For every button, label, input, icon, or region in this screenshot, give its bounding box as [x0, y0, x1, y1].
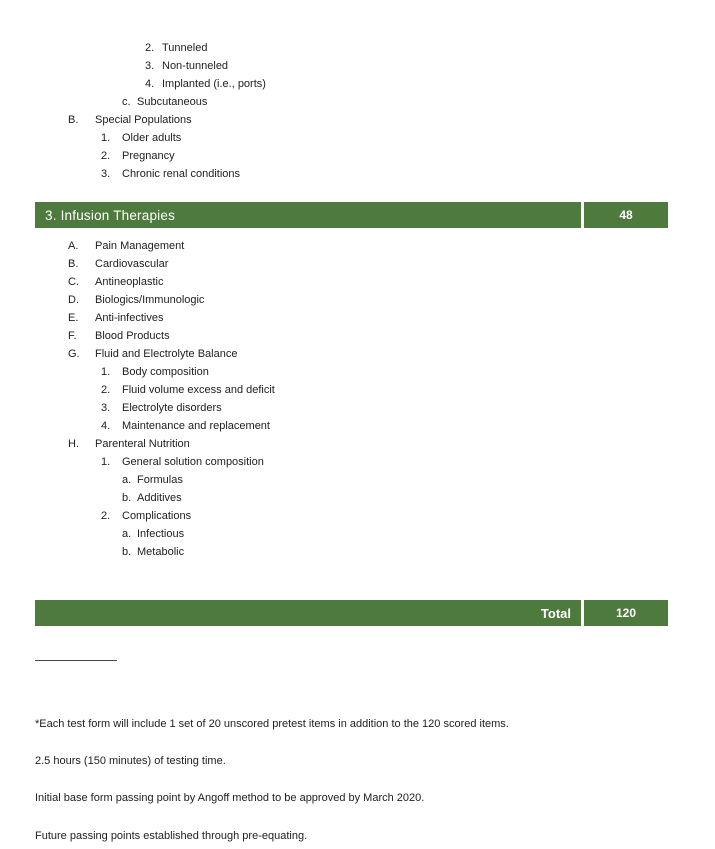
outline-item [0, 399, 715, 417]
item-marker: 2. [145, 42, 155, 54]
section-header-row [35, 202, 668, 228]
item-text: Anti-infectives [95, 312, 164, 324]
item-text: Subcutaneous [137, 96, 208, 108]
outline-item [0, 489, 715, 507]
item-text: General solution composition [122, 456, 264, 468]
outline-item [0, 363, 715, 381]
outline-item [0, 417, 715, 435]
outline-item [0, 75, 715, 93]
item-marker: a. [122, 528, 132, 540]
item-text: Infectious [137, 528, 185, 540]
item-text: Formulas [137, 474, 183, 486]
item-marker: 3. [145, 60, 155, 72]
item-marker: F. [68, 330, 77, 342]
total-label-bar [35, 600, 581, 626]
outline-item [0, 435, 715, 453]
item-text: Maintenance and replacement [122, 420, 270, 432]
outline-item [0, 471, 715, 489]
section-header-bar [35, 202, 581, 228]
outline-item [0, 165, 715, 183]
item-text: Special Populations [95, 114, 192, 126]
item-text: Older adults [122, 132, 182, 144]
item-marker: C. [68, 276, 79, 288]
outline-item [0, 309, 715, 327]
outline-item [0, 39, 715, 57]
item-marker: b. [122, 546, 132, 558]
total-label: Total [540, 605, 571, 621]
item-text: Chronic renal conditions [122, 168, 241, 180]
outline-item [0, 381, 715, 399]
outline-item [0, 327, 715, 345]
item-marker: B. [68, 114, 79, 126]
item-marker: 3. [101, 168, 111, 180]
item-text: Tunneled [162, 42, 208, 54]
item-text: Pregnancy [122, 150, 175, 162]
item-text: Pain Management [95, 240, 185, 252]
outline-item [0, 453, 715, 471]
item-text: Additives [137, 492, 182, 504]
outline-item [0, 273, 715, 291]
section-score-box [584, 202, 668, 228]
item-text: Body composition [122, 366, 209, 378]
item-text: Antineoplastic [95, 276, 164, 288]
total-value-box [584, 600, 668, 626]
item-marker: 2. [101, 510, 111, 522]
item-marker: 4. [101, 420, 111, 432]
item-text: Biologics/Immunologic [95, 294, 205, 306]
item-marker: 1. [101, 456, 111, 468]
item-marker: c. [122, 96, 131, 108]
item-text: Electrolyte disorders [122, 402, 222, 414]
item-marker: 4. [145, 78, 155, 90]
footnote-testing-time: 2.5 hours (150 minutes) of testing time. [35, 755, 226, 767]
section-title: 3. Infusion Therapies [45, 207, 176, 223]
item-text: Fluid volume excess and deficit [122, 384, 275, 396]
outline-item [0, 345, 715, 363]
item-text: Parenteral Nutrition [95, 438, 190, 450]
footnote-separator [35, 660, 117, 661]
item-marker: 1. [101, 366, 111, 378]
section-score: 48 [619, 208, 633, 222]
footnote-pre-equating: Future passing points established through pre-equating. [35, 830, 308, 842]
item-text: Cardiovascular [95, 258, 169, 270]
outline-item [0, 525, 715, 543]
total-value: 120 [615, 606, 637, 620]
item-marker: A. [68, 240, 79, 252]
item-text: Implanted (i.e., ports) [162, 78, 266, 90]
item-marker: B. [68, 258, 79, 270]
item-marker: 3. [101, 402, 111, 414]
outline-item [0, 507, 715, 525]
outline-item [0, 237, 715, 255]
item-text: Blood Products [95, 330, 170, 342]
section-outline [0, 237, 715, 561]
item-text: Metabolic [137, 546, 185, 558]
item-marker: 1. [101, 132, 111, 144]
footnote-pretest-items: *Each test form will include 1 set of 20 unscored pretest items in addition to the 120 scored items. [35, 718, 509, 730]
footnote-passing-point: Initial base form passing point by Angoff method to be approved by March 2020. [35, 792, 425, 804]
item-marker: 2. [101, 384, 111, 396]
item-marker: b. [122, 492, 132, 504]
total-row [35, 600, 668, 626]
item-text: Fluid and Electrolyte Balance [95, 348, 238, 360]
item-text: Complications [122, 510, 192, 522]
outline-item [0, 129, 715, 147]
item-marker: a. [122, 474, 132, 486]
outline-item [0, 111, 715, 129]
outline-item [0, 93, 715, 111]
item-marker: E. [68, 312, 79, 324]
item-marker: H. [68, 438, 79, 450]
item-marker: G. [68, 348, 80, 360]
outline-item [0, 291, 715, 309]
outline-item [0, 57, 715, 75]
item-marker: D. [68, 294, 79, 306]
outline-item [0, 147, 715, 165]
outline-item [0, 255, 715, 273]
item-marker: 2. [101, 150, 111, 162]
outline-item [0, 543, 715, 561]
item-text: Non-tunneled [162, 60, 229, 72]
outline-continuation [0, 39, 715, 183]
